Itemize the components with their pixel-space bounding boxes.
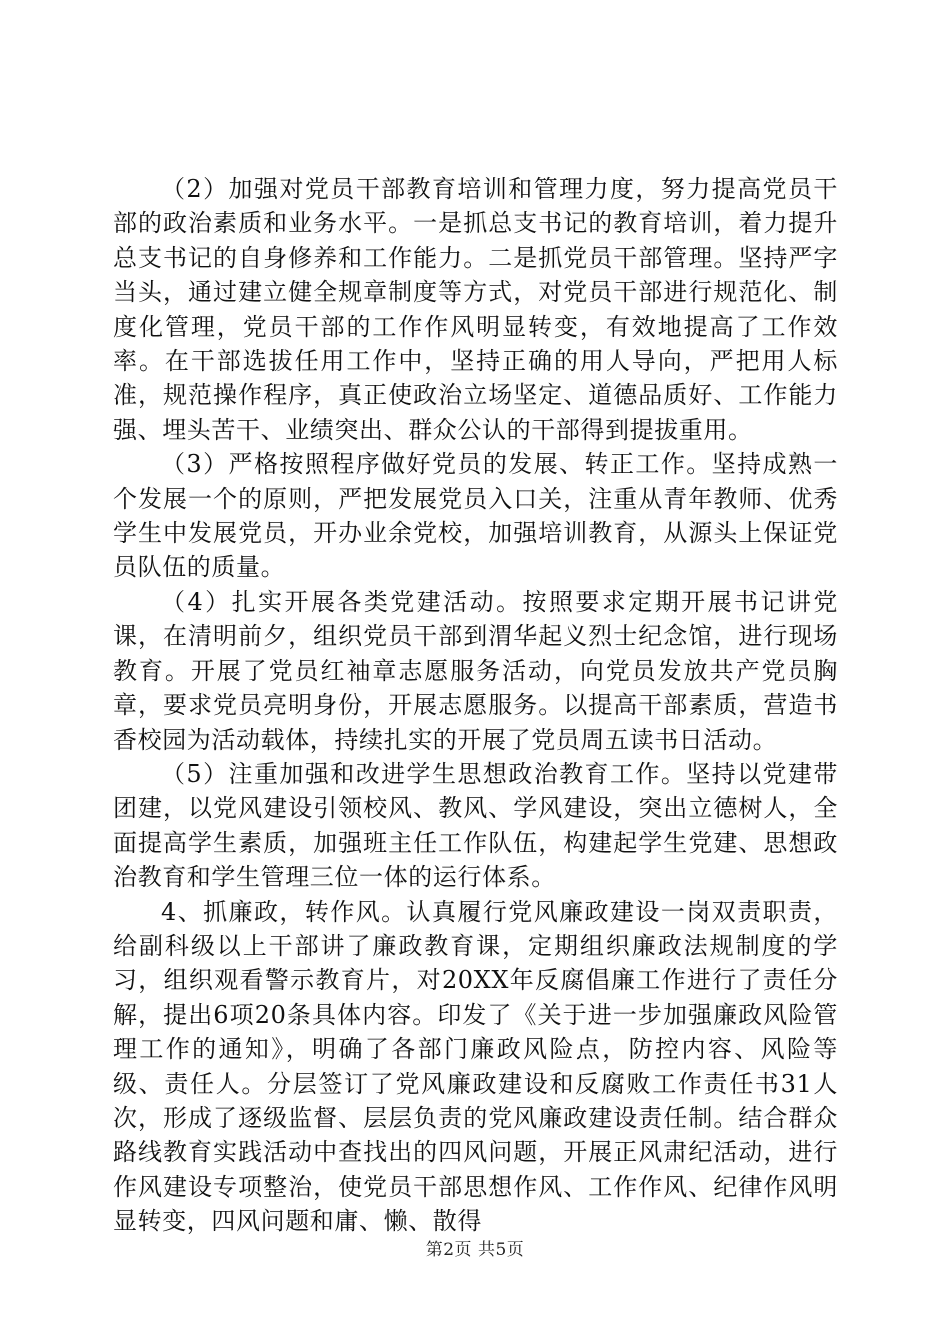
page-number-footer: 第2页 共5页 [425, 1240, 525, 1260]
paragraph-member-development: （3）严格按照程序做好党员的发展、转正工作。坚持成熟一个发展一个的原则，严把发展党员入口关，注重从青年教师、优秀学生中发展党员，开办业余党校，加强培训教育，从源头上保证党员队伍的质量。 [113, 450, 838, 582]
paragraph-party-activities: （4）扎实开展各类党建活动。按照要求定期开展书记讲党课，在清明前夕，组织党员干部到渭华起义烈士纪念馆，进行现场教育。开展了党员红袖章志愿服务活动，向党员发放共产党员胸章，要求党员亮明身份，开展志愿服务。以提高干部素质，营造书香校园为活动载体，持续扎实的开展了党员周五读书日活动。 [113, 587, 838, 754]
paragraph-party-cadre-training: （2）加强对党员干部教育培训和管理力度，努力提高党员干部的政治素质和业务水平。一是抓总支书记的教育培训，着力提升总支书记的自身修养和工作能力。二是抓党员干部管理。坚持严字当头，通过建立健全规章制度等方式，对党员干部进行规范化、制度化管理，党员干部的工作作风明显转变，有效地提高了工作效率。在干部选拔任用工作中，坚持正确的用人导向，严把用人标准，规范操作程序，真正使政治立场坚定、道德品质好、工作能力强、埋头苦干、业绩突出、群众公认的干部得到提拔重用。 [113, 175, 838, 444]
paragraph-integrity-work-style: 4、抓廉政，转作风。认真履行党风廉政建设一岗双责职责，给副科级以上干部讲了廉政教育课，定期组织廉政法规制度的学习，组织观看警示教育片，对20XX年反腐倡廉工作进行了责任分解，提出6项20条具体内容。印发了《关于进一步加强廉政风险管理工作的通知》，明确了各部门廉政风险点，防控内容、风险等级、责任人。分层签订了党风廉政建设和反腐败工作责任书31人次，形成了逐级监督、层层负责的党风廉政建设责任制。结合群众路线教育实践活动中查找出的四风问题，开展正风肃纪活动，进行作风建设专项整治，使党员干部思想作风、工作作风、纪律作风明显转变，四风问题和庸、懒、散得 [113, 897, 838, 1236]
paragraph-student-education: （5）注重加强和改进学生思想政治教育工作。坚持以党建带团建，以党风建设引领校风、教风、学风建设，突出立德树人，全面提高学生素质，加强班主任工作队伍，构建起学生党建、思想政治教育和学生管理三位一体的运行体系。 [113, 759, 838, 892]
document-body [113, 172, 838, 1239]
